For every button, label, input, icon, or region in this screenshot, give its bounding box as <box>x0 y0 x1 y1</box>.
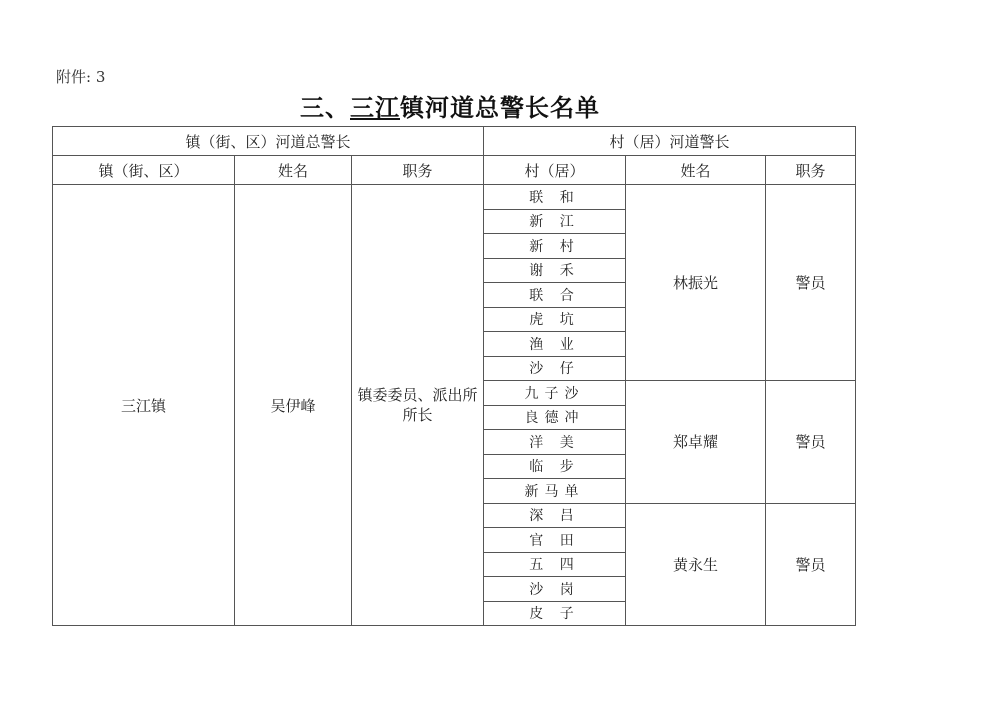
header-town: 镇（街、区） <box>53 156 235 185</box>
village-cell: 深 吕 <box>484 503 626 528</box>
police-name: 黄永生 <box>626 503 766 626</box>
village-cell: 良德冲 <box>484 405 626 430</box>
village-cell: 九子沙 <box>484 381 626 406</box>
header-name: 姓名 <box>235 156 352 185</box>
village-cell: 临 步 <box>484 454 626 479</box>
village-cell: 联 和 <box>484 185 626 210</box>
chief-name: 吴伊峰 <box>235 185 352 626</box>
chief-position: 镇委委员、派出所所长 <box>352 185 484 626</box>
header-village-group: 村（居）河道警长 <box>484 127 856 156</box>
header-position: 职务 <box>352 156 484 185</box>
village-cell: 新马单 <box>484 479 626 504</box>
village-cell: 虎 坑 <box>484 307 626 332</box>
police-name: 林振光 <box>626 185 766 381</box>
village-cell: 洋 美 <box>484 430 626 455</box>
group-header-row <box>53 127 856 156</box>
village-cell: 联 合 <box>484 283 626 308</box>
table-row <box>53 185 856 210</box>
header-police-position: 职务 <box>766 156 856 185</box>
column-header-row <box>53 156 856 185</box>
village-cell: 谢 禾 <box>484 258 626 283</box>
header-town-group: 镇（街、区）河道总警长 <box>53 127 484 156</box>
village-cell: 渔 业 <box>484 332 626 357</box>
village-cell: 官 田 <box>484 528 626 553</box>
chief-town: 三江镇 <box>53 185 235 626</box>
attachment-label: 附件: 3 <box>56 68 106 86</box>
police-roster-table <box>52 126 856 626</box>
village-cell: 新 村 <box>484 234 626 259</box>
header-village: 村（居） <box>484 156 626 185</box>
police-name: 郑卓耀 <box>626 381 766 504</box>
village-cell: 五 四 <box>484 552 626 577</box>
village-cell: 皮 子 <box>484 601 626 626</box>
police-position: 警员 <box>766 185 856 381</box>
village-cell: 沙 岗 <box>484 577 626 602</box>
title-rest: 镇河道总警长名单 <box>400 93 600 122</box>
police-position: 警员 <box>766 503 856 626</box>
title-prefix: 三、 <box>300 93 350 122</box>
police-position: 警员 <box>766 381 856 504</box>
village-cell: 新 江 <box>484 209 626 234</box>
village-cell: 沙 仔 <box>484 356 626 381</box>
header-police-name: 姓名 <box>626 156 766 185</box>
title-town: 三江 <box>350 93 400 122</box>
page-title <box>0 88 900 123</box>
